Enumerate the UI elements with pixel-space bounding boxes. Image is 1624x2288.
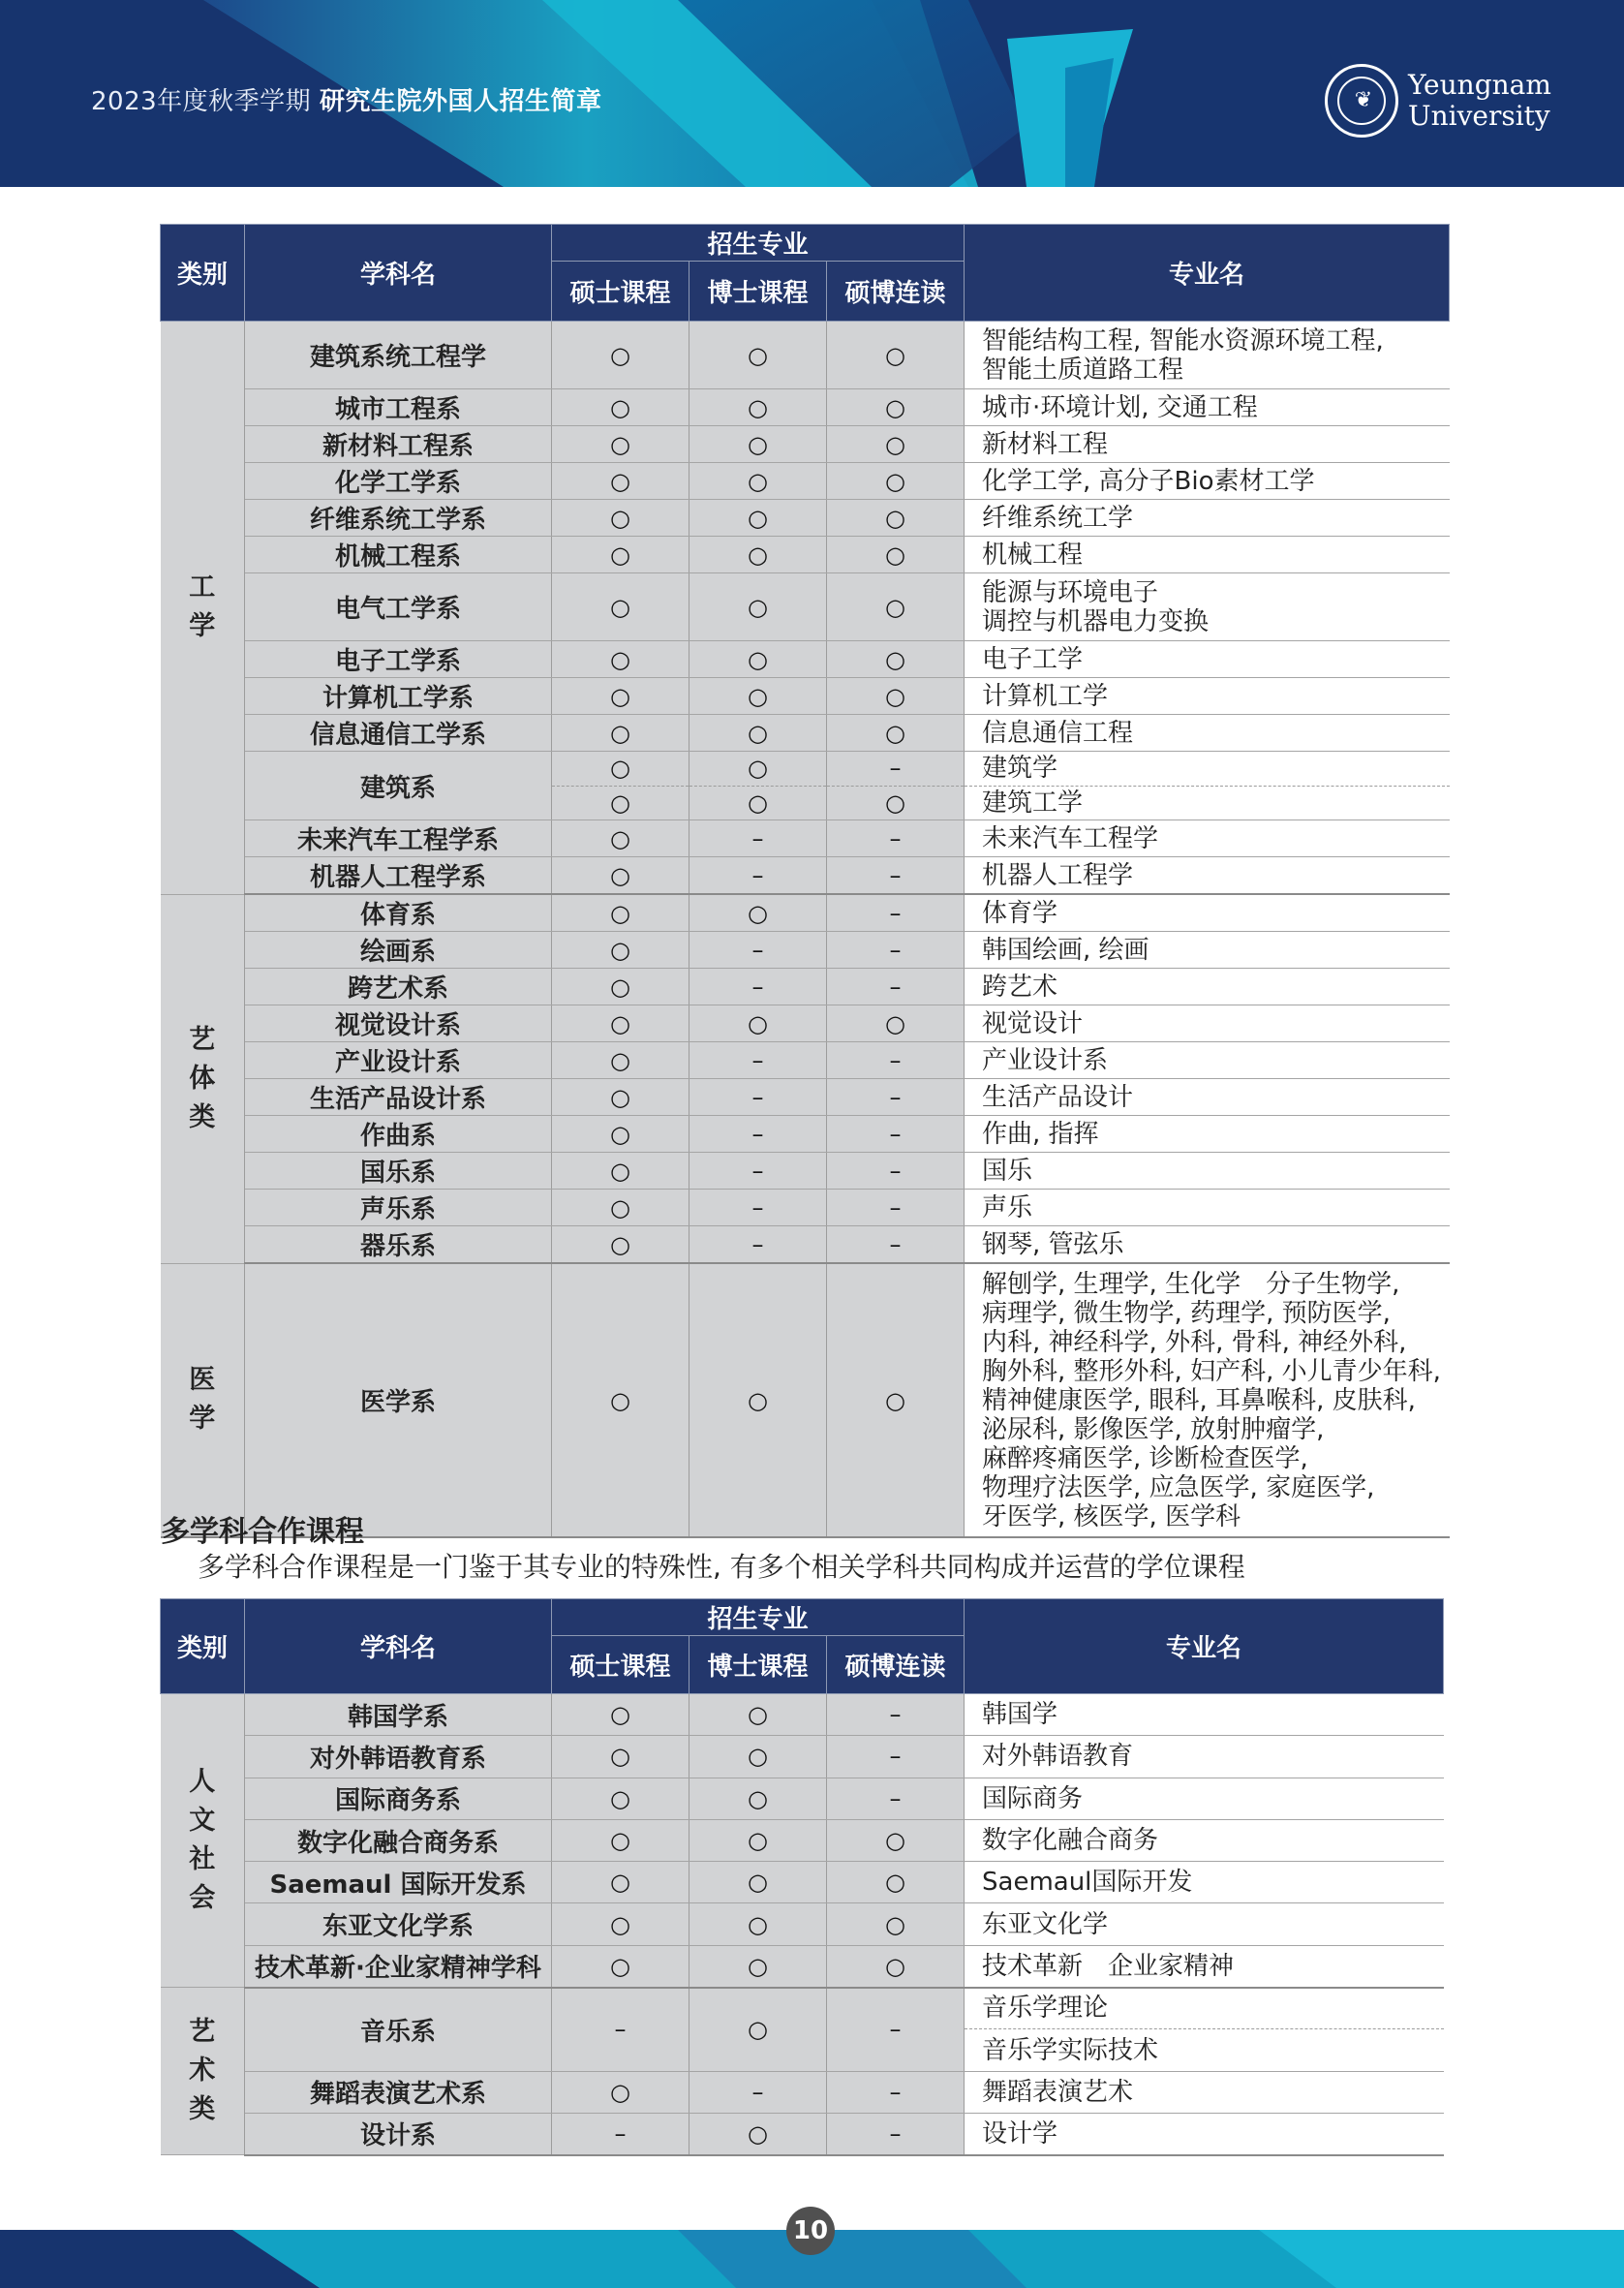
master-mark: ○ xyxy=(552,537,689,573)
master-mark: ○ xyxy=(552,715,689,752)
combined-mark: ○ xyxy=(827,463,965,500)
doctor-mark: ○ xyxy=(689,678,827,715)
major-cell: 生活产品设计 xyxy=(965,1079,1450,1116)
doctor-mark: ○ xyxy=(689,1903,827,1945)
combined-mark: – xyxy=(827,857,965,895)
department-cell: 韩国学系 xyxy=(245,1694,552,1736)
combined-mark: ○ xyxy=(827,1263,965,1537)
department-cell: 机械工程系 xyxy=(245,537,552,573)
major-cell: 技术革新 企业家精神 xyxy=(965,1945,1444,1987)
major-cell: 韩国绘画, 绘画 xyxy=(965,932,1450,969)
table-row xyxy=(161,715,1450,752)
doctor-mark: ○ xyxy=(689,1694,827,1736)
table-row xyxy=(161,1079,1450,1116)
combined-mark: ○ xyxy=(827,1005,965,1042)
major-cell: 视觉设计 xyxy=(965,1005,1450,1042)
header-master: 硕士课程 xyxy=(552,1636,689,1694)
master-mark: ○ xyxy=(552,1005,689,1042)
doctor-mark: ○ xyxy=(689,1945,827,1987)
table-row xyxy=(161,1736,1444,1778)
master-mark: ○ xyxy=(552,500,689,537)
major-cell: 机器人工程学 xyxy=(965,857,1450,895)
major-cell: 国际商务 xyxy=(965,1778,1444,1819)
table-row xyxy=(161,2113,1444,2154)
header-master: 硕士课程 xyxy=(552,262,689,322)
table-row xyxy=(161,426,1450,463)
master-mark: ○ xyxy=(552,641,689,678)
doctor-mark: ○ xyxy=(689,537,827,573)
master-mark: ○ xyxy=(552,573,689,641)
doctor-mark: ○ xyxy=(689,1988,827,2072)
major-cell: 智能结构工程, 智能水资源环境工程, 智能土质道路工程 xyxy=(965,322,1450,389)
table-row xyxy=(161,1263,1450,1537)
department-cell: 跨艺术系 xyxy=(245,969,552,1005)
doctor-mark: ○ xyxy=(689,1736,827,1778)
doctor-mark: ○ xyxy=(689,1263,827,1537)
table-row xyxy=(161,1819,1444,1861)
doctor-mark: – xyxy=(689,932,827,969)
combined-mark: ○ xyxy=(827,500,965,537)
master-mark: ○ xyxy=(552,1778,689,1819)
doctor-mark: – xyxy=(689,857,827,895)
doctor-mark: ○ xyxy=(689,894,827,932)
category-cell: 工 学 xyxy=(161,322,245,895)
header-title-main: 研究生院外国人招生简章 xyxy=(319,87,602,116)
header-department: 学科名 xyxy=(245,1599,552,1694)
category-cell: 医 学 xyxy=(161,1263,245,1537)
major-cell: 产业设计系 xyxy=(965,1042,1450,1079)
table-row xyxy=(161,820,1450,857)
combined-mark: ○ xyxy=(827,786,965,820)
department-cell: 视觉设计系 xyxy=(245,1005,552,1042)
master-mark: – xyxy=(552,1988,689,2072)
department-cell: 舞蹈表演艺术系 xyxy=(245,2071,552,2113)
master-mark: ○ xyxy=(552,1736,689,1778)
university-name xyxy=(1408,70,1551,132)
combined-mark: ○ xyxy=(827,537,965,573)
doctor-mark: ○ xyxy=(689,1005,827,1042)
major-cell: 电子工学 xyxy=(965,641,1450,678)
doctor-mark: – xyxy=(689,969,827,1005)
table-row xyxy=(161,463,1450,500)
combined-mark: – xyxy=(827,1042,965,1079)
major-cell: 未来汽车工程学 xyxy=(965,820,1450,857)
department-cell: 医学系 xyxy=(245,1263,552,1537)
doctor-mark: – xyxy=(689,1116,827,1153)
header-enroll: 招生专业 xyxy=(552,1599,965,1636)
department-cell: 未来汽车工程学系 xyxy=(245,820,552,857)
major-cell: 韩国学 xyxy=(965,1694,1444,1736)
doctor-mark: ○ xyxy=(689,426,827,463)
major-cell: 解刨学, 生理学, 生化学 分子生物学, 病理学, 微生物学, 药理学, 预防医学, 内科, 神经科学, 外科, 骨科, 神经外科, 胸外科, 整形外科, 妇产科, 小儿青少年科, 精神健康医学, 眼科, 耳鼻喉科, 皮肤科, 泌尿科, 影像医学, 放射肿瘤学, 麻醉疼痛医学, 诊断检查医学, 物理疗法医学, 应急医学, 家庭医学, 牙医学, 核医学, 医学科 xyxy=(965,1263,1450,1537)
header-doctor: 博士课程 xyxy=(689,262,827,322)
table-row xyxy=(161,857,1450,895)
major-cell: 能源与环境电子 调控与机器电力变换 xyxy=(965,573,1450,641)
major-cell: 信息通信工程 xyxy=(965,715,1450,752)
department-cell: 建筑系统工程学 xyxy=(245,322,552,389)
major-cell: 钢琴, 管弦乐 xyxy=(965,1226,1450,1264)
page-header xyxy=(0,0,1624,187)
department-cell: 绘画系 xyxy=(245,932,552,969)
master-mark: ○ xyxy=(552,1042,689,1079)
combined-mark: ○ xyxy=(827,573,965,641)
master-mark: ○ xyxy=(552,463,689,500)
doctor-mark: ○ xyxy=(689,2113,827,2154)
department-cell: 电子工学系 xyxy=(245,641,552,678)
combined-mark: – xyxy=(827,1116,965,1153)
combined-mark: ○ xyxy=(827,1819,965,1861)
major-cell: 新材料工程 xyxy=(965,426,1450,463)
header-enroll: 招生专业 xyxy=(552,225,965,262)
major-cell: 东亚文化学 xyxy=(965,1903,1444,1945)
table-row xyxy=(161,500,1450,537)
major-cell: 城市·环境计划, 交通工程 xyxy=(965,389,1450,426)
table-row xyxy=(161,573,1450,641)
master-mark: ○ xyxy=(552,1116,689,1153)
combined-mark: ○ xyxy=(827,1945,965,1987)
department-cell: 技术革新·企业家精神学科 xyxy=(245,1945,552,1987)
table-row xyxy=(161,1862,1444,1903)
program-table-main xyxy=(160,224,1450,1538)
master-mark: ○ xyxy=(552,1153,689,1190)
doctor-mark: – xyxy=(689,1153,827,1190)
department-cell: 国际商务系 xyxy=(245,1778,552,1819)
master-mark: ○ xyxy=(552,1945,689,1987)
combined-mark: – xyxy=(827,1736,965,1778)
doctor-mark: ○ xyxy=(689,573,827,641)
table-row xyxy=(161,1226,1450,1264)
department-cell: 东亚文化学系 xyxy=(245,1903,552,1945)
page-number: 10 xyxy=(786,2207,835,2255)
combined-mark: – xyxy=(827,1226,965,1264)
table-row xyxy=(161,752,1450,787)
doctor-mark: ○ xyxy=(689,752,827,787)
combined-mark: ○ xyxy=(827,1903,965,1945)
master-mark: ○ xyxy=(552,752,689,787)
header-category: 类别 xyxy=(161,1599,245,1694)
major-cell: Saemaul国际开发 xyxy=(965,1862,1444,1903)
major-cell: 声乐 xyxy=(965,1190,1450,1226)
university-name-line1: Yeungnam xyxy=(1408,69,1551,101)
combined-mark: ○ xyxy=(827,641,965,678)
combined-mark: – xyxy=(827,1079,965,1116)
doctor-mark: ○ xyxy=(689,786,827,820)
doctor-mark: ○ xyxy=(689,322,827,389)
department-cell: 数字化融合商务系 xyxy=(245,1819,552,1861)
department-cell: 声乐系 xyxy=(245,1190,552,1226)
department-cell: 体育系 xyxy=(245,894,552,932)
doctor-mark: ○ xyxy=(689,389,827,426)
combined-mark: – xyxy=(827,1153,965,1190)
doctor-mark: ○ xyxy=(689,715,827,752)
table-body xyxy=(161,322,1450,1538)
combined-mark: ○ xyxy=(827,678,965,715)
combined-mark: – xyxy=(827,752,965,787)
major-cell: 化学工学, 高分子Bio素材工学 xyxy=(965,463,1450,500)
doctor-mark: – xyxy=(689,1042,827,1079)
department-cell: 产业设计系 xyxy=(245,1042,552,1079)
table-row xyxy=(161,1988,1444,2029)
master-mark: ○ xyxy=(552,969,689,1005)
department-cell: 信息通信工学系 xyxy=(245,715,552,752)
combined-mark: – xyxy=(827,1694,965,1736)
table-row xyxy=(161,1945,1444,1987)
master-mark: ○ xyxy=(552,389,689,426)
master-mark: ○ xyxy=(552,786,689,820)
doctor-mark: ○ xyxy=(689,641,827,678)
combined-mark: – xyxy=(827,820,965,857)
department-cell: 对外韩语教育系 xyxy=(245,1736,552,1778)
table-row xyxy=(161,894,1450,932)
header-title xyxy=(91,81,601,117)
department-cell: 城市工程系 xyxy=(245,389,552,426)
combined-mark: ○ xyxy=(827,426,965,463)
table-row xyxy=(161,1694,1444,1736)
combined-mark: ○ xyxy=(827,1862,965,1903)
master-mark: ○ xyxy=(552,1903,689,1945)
department-cell: 机器人工程学系 xyxy=(245,857,552,895)
major-cell: 对外韩语教育 xyxy=(965,1736,1444,1778)
table-row xyxy=(161,1903,1444,1945)
master-mark: ○ xyxy=(552,426,689,463)
department-cell: 计算机工学系 xyxy=(245,678,552,715)
table-row xyxy=(161,1116,1450,1153)
header-category: 类别 xyxy=(161,225,245,322)
category-cell: 艺 体 类 xyxy=(161,894,245,1263)
table-row xyxy=(161,537,1450,573)
header-title-prefix: 2023年度秋季学期 xyxy=(91,87,312,116)
master-mark: ○ xyxy=(552,1079,689,1116)
master-mark: ○ xyxy=(552,678,689,715)
doctor-mark: – xyxy=(689,1226,827,1264)
header-major: 专业名 xyxy=(965,225,1450,322)
table-row xyxy=(161,641,1450,678)
table-row xyxy=(161,678,1450,715)
category-cell: 人 文 社 会 xyxy=(161,1694,245,1988)
doctor-mark: – xyxy=(689,2071,827,2113)
doctor-mark: ○ xyxy=(689,463,827,500)
section-description: 多学科合作课程是一门鉴于其专业的特殊性, 有多个相关学科共同构成并运营的学位课程 xyxy=(198,1551,1245,1583)
header-doctor: 博士课程 xyxy=(689,1636,827,1694)
combined-mark: – xyxy=(827,1190,965,1226)
table-row xyxy=(161,2071,1444,2113)
master-mark: ○ xyxy=(552,1226,689,1264)
doctor-mark: – xyxy=(689,1079,827,1116)
department-cell: 建筑系 xyxy=(245,752,552,820)
major-cell: 机械工程 xyxy=(965,537,1450,573)
major-cell: 国乐 xyxy=(965,1153,1450,1190)
combined-mark: – xyxy=(827,2071,965,2113)
master-mark: ○ xyxy=(552,1190,689,1226)
table-row xyxy=(161,932,1450,969)
combined-mark: – xyxy=(827,894,965,932)
master-mark: ○ xyxy=(552,932,689,969)
major-cell: 数字化融合商务 xyxy=(965,1819,1444,1861)
major-cell: 计算机工学 xyxy=(965,678,1450,715)
major-cell: 跨艺术 xyxy=(965,969,1450,1005)
doctor-mark: – xyxy=(689,820,827,857)
table-row xyxy=(161,1190,1450,1226)
department-cell: 电气工学系 xyxy=(245,573,552,641)
university-name-line2: University xyxy=(1408,100,1550,132)
major-cell: 舞蹈表演艺术 xyxy=(965,2071,1444,2113)
doctor-mark: ○ xyxy=(689,1819,827,1861)
major-cell: 设计学 xyxy=(965,2113,1444,2154)
master-mark: ○ xyxy=(552,1263,689,1537)
department-cell: 新材料工程系 xyxy=(245,426,552,463)
department-cell: 生活产品设计系 xyxy=(245,1079,552,1116)
combined-mark: ○ xyxy=(827,715,965,752)
combined-mark: – xyxy=(827,1778,965,1819)
doctor-mark: ○ xyxy=(689,1778,827,1819)
table-row xyxy=(161,1153,1450,1190)
major-cell: 音乐学理论 xyxy=(965,1988,1444,2029)
department-cell: 作曲系 xyxy=(245,1116,552,1153)
master-mark: – xyxy=(552,2113,689,2154)
doctor-mark: ○ xyxy=(689,1862,827,1903)
master-mark: ○ xyxy=(552,820,689,857)
header-combined: 硕博连读 xyxy=(827,262,965,322)
section-title: 多学科合作课程 xyxy=(161,1515,364,1549)
combined-mark: – xyxy=(827,932,965,969)
major-cell: 体育学 xyxy=(965,894,1450,932)
combined-mark: – xyxy=(827,1988,965,2072)
header-major: 专业名 xyxy=(965,1599,1444,1694)
yeungnam-seal-icon: ❦ xyxy=(1325,64,1398,138)
department-cell: 国乐系 xyxy=(245,1153,552,1190)
doctor-mark: – xyxy=(689,1190,827,1226)
table-row xyxy=(161,1778,1444,1819)
header-combined: 硕博连读 xyxy=(827,1636,965,1694)
master-mark: ○ xyxy=(552,1694,689,1736)
major-cell: 音乐学实际技术 xyxy=(965,2029,1444,2071)
category-cell: 艺 术 类 xyxy=(161,1988,245,2155)
major-cell: 纤维系统工学 xyxy=(965,500,1450,537)
major-cell: 建筑学 xyxy=(965,752,1450,787)
table-body xyxy=(161,1694,1444,2155)
master-mark: ○ xyxy=(552,1819,689,1861)
master-mark: ○ xyxy=(552,894,689,932)
combined-mark: ○ xyxy=(827,322,965,389)
program-table-interdisciplinary xyxy=(160,1598,1444,2156)
table-row xyxy=(161,969,1450,1005)
table-row xyxy=(161,322,1450,389)
department-cell: 化学工学系 xyxy=(245,463,552,500)
combined-mark: – xyxy=(827,2113,965,2154)
header-department: 学科名 xyxy=(245,225,552,322)
major-cell: 作曲, 指挥 xyxy=(965,1116,1450,1153)
master-mark: ○ xyxy=(552,1862,689,1903)
doctor-mark: ○ xyxy=(689,500,827,537)
department-cell: 器乐系 xyxy=(245,1226,552,1264)
table-row xyxy=(161,1005,1450,1042)
combined-mark: ○ xyxy=(827,389,965,426)
department-cell: Saemaul 国际开发系 xyxy=(245,1862,552,1903)
master-mark: ○ xyxy=(552,322,689,389)
major-cell: 建筑工学 xyxy=(965,786,1450,820)
table-row xyxy=(161,389,1450,426)
department-cell: 音乐系 xyxy=(245,1988,552,2072)
table-row xyxy=(161,1042,1450,1079)
department-cell: 纤维系统工学系 xyxy=(245,500,552,537)
master-mark: ○ xyxy=(552,2071,689,2113)
department-cell: 设计系 xyxy=(245,2113,552,2154)
master-mark: ○ xyxy=(552,857,689,895)
combined-mark: – xyxy=(827,969,965,1005)
